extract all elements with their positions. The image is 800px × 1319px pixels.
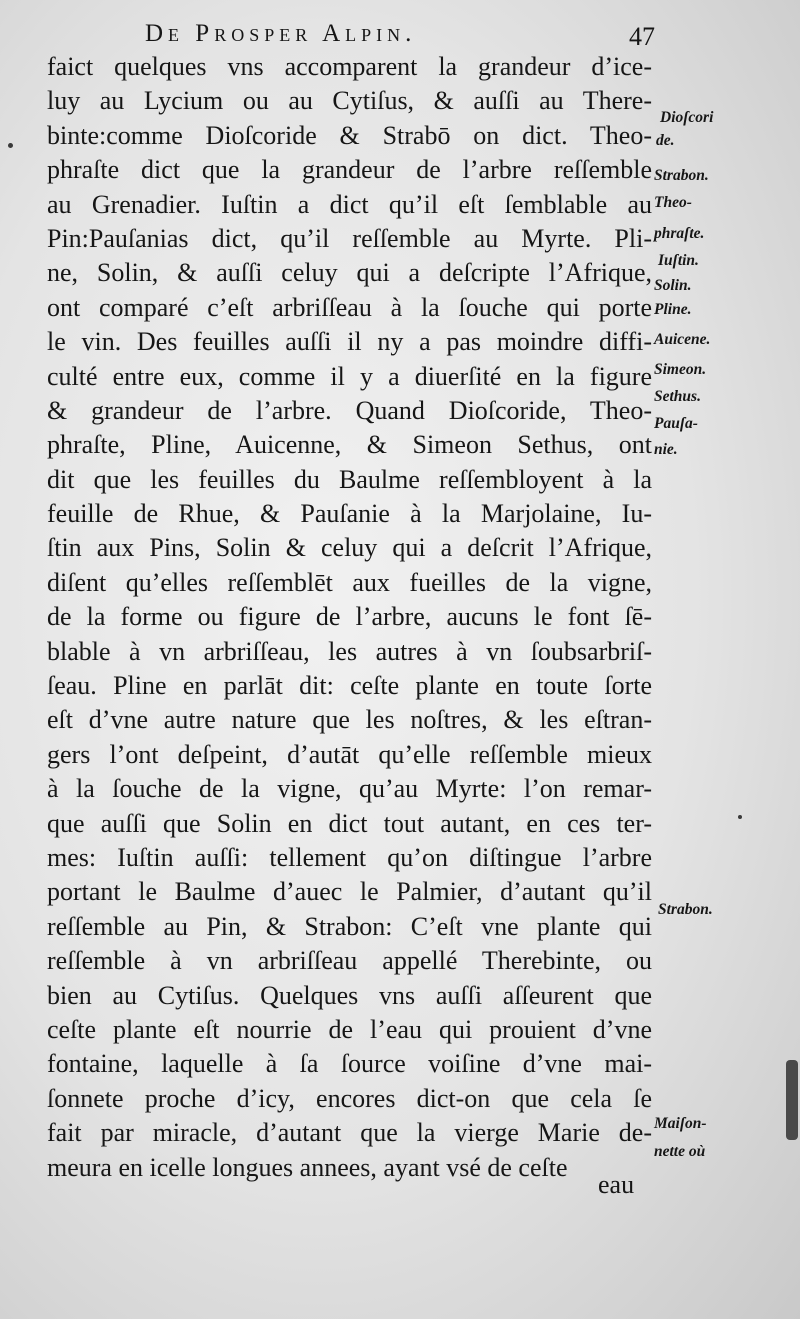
binding-shadow — [786, 1060, 798, 1140]
text-line: fontaine, laquelle à ſa ſource voiſine d’vne mai- — [47, 1049, 652, 1079]
text-line: Pin:Pauſanias dict, qu’il reſſemble au Myrte. Pli- — [47, 223, 652, 253]
ink-speck — [738, 815, 742, 819]
margin-note: Simeon. — [654, 361, 707, 378]
text-line: portant le Baulme d’auec le Palmier, d’autant qu’il — [47, 877, 652, 907]
text-line: binte:comme Dioſcoride & Strabō on dict. Theo- — [47, 120, 652, 150]
text-line: reſſemble au Pin, & Strabon: C’eſt vne plante qui — [47, 911, 652, 941]
text-line: reſſemble à vn arbriſſeau appellé Therebinte, ou — [47, 946, 652, 976]
text-line: fait par miracle, d’autant que la vierge Marie de- — [47, 1118, 652, 1148]
text-line: à la ſouche de la vigne, qu’au Myrte: l’on remar- — [47, 774, 652, 804]
margin-note: Sethus. — [654, 388, 701, 405]
catchword: eau — [598, 1170, 635, 1199]
text-line: ſonnete proche d’icy, encores dict-on que cela ſe — [47, 1083, 652, 1113]
page-header — [145, 18, 655, 52]
margin-note: Solin. — [654, 277, 692, 294]
text-line: culté entre eux, comme il y a diuerſité en la figure — [47, 361, 652, 391]
text-line: au Grenadier. Iuſtin a dict qu’il eſt ſemblable au — [47, 189, 652, 219]
text-line: meura en icelle longues annees, ayant vsé de ceſte — [47, 1152, 568, 1182]
margin-note: nette où — [654, 1143, 706, 1160]
text-line: ceſte plante eſt nourrie de l’eau qui prouient d’vne — [47, 1014, 652, 1044]
text-line: le vin. Des feuilles auſſi il ny a pas moindre diffi- — [47, 327, 652, 357]
text-line: & grandeur de l’arbre. Quand Dioſcoride, Theo- — [47, 395, 652, 425]
text-line: eſt d’vne autre nature que les noſtres, & les eſtran- — [47, 705, 652, 735]
ink-speck — [8, 143, 13, 148]
margin-note: de. — [656, 132, 675, 149]
text-line: luy au Lycium ou au Cytiſus, & auſſi au There- — [47, 86, 652, 116]
text-line: ne, Solin, & auſſi celuy qui a deſcripte l’Afrique, — [47, 258, 652, 288]
text-line: blable à vn arbriſſeau, les autres à vn ſoubsarbriſ- — [47, 636, 652, 666]
margin-note: Dioſcori — [660, 109, 714, 126]
text-line: phraſte dict que la grandeur de l’arbre reſſemble — [47, 155, 652, 185]
text-line: dit que les feuilles du Baulme reſſembloyent à la — [47, 464, 652, 494]
margin-note: Maiſon- — [654, 1115, 707, 1132]
margin-note: Strabon. — [658, 901, 713, 918]
margin-note: Iuſtin. — [658, 252, 699, 269]
text-line: faict quelques vns accomparent la grandeur d’ice- — [47, 52, 652, 81]
margin-notes — [654, 0, 794, 1319]
text-line: feuille de Rhue, & Pauſanie à la Marjolaine, Iu- — [47, 499, 652, 529]
text-line: phraſte, Pline, Auicenne, & Simeon Sethus, ont — [47, 430, 652, 460]
margin-note: Auicene. — [654, 331, 711, 348]
text-line: de la forme ou figure de l’arbre, aucuns le font ſē- — [47, 602, 652, 632]
text-line: diſent qu’elles reſſemblēt aux fueilles de la vigne, — [47, 567, 652, 597]
text-line: bien au Cytiſus. Quelques vns auſſi aſſeurent que — [47, 980, 652, 1010]
margin-note: nie. — [654, 441, 678, 458]
margin-note: Pauſa- — [654, 415, 698, 432]
running-title: De Prosper Alpin. — [145, 20, 417, 47]
text-line: que auſſi que Solin en dict tout autant, en ces ter- — [47, 808, 652, 838]
body-text — [47, 50, 652, 1185]
text-line: ſeau. Pline en parlāt dit: ceſte plante en toute ſorte — [47, 671, 652, 701]
text-line: ſtin aux Pins, Solin & celuy qui a deſcrit l’Afrique, — [47, 533, 652, 563]
text-line: ont comparé c’eſt arbriſſeau à la ſouche qui porte — [47, 292, 652, 322]
page-number: 47 — [629, 22, 655, 51]
margin-note: Strabon. — [654, 167, 709, 184]
margin-note: phraſte. — [654, 225, 705, 242]
text-line: mes: Iuſtin auſſi: tellement qu’on diſtingue l’arbre — [47, 842, 652, 872]
text-line: gers l’ont deſpeint, d’autāt qu’elle reſſemble mieux — [47, 739, 652, 769]
margin-note: Theo- — [654, 194, 692, 211]
margin-note: Pline. — [654, 301, 692, 318]
